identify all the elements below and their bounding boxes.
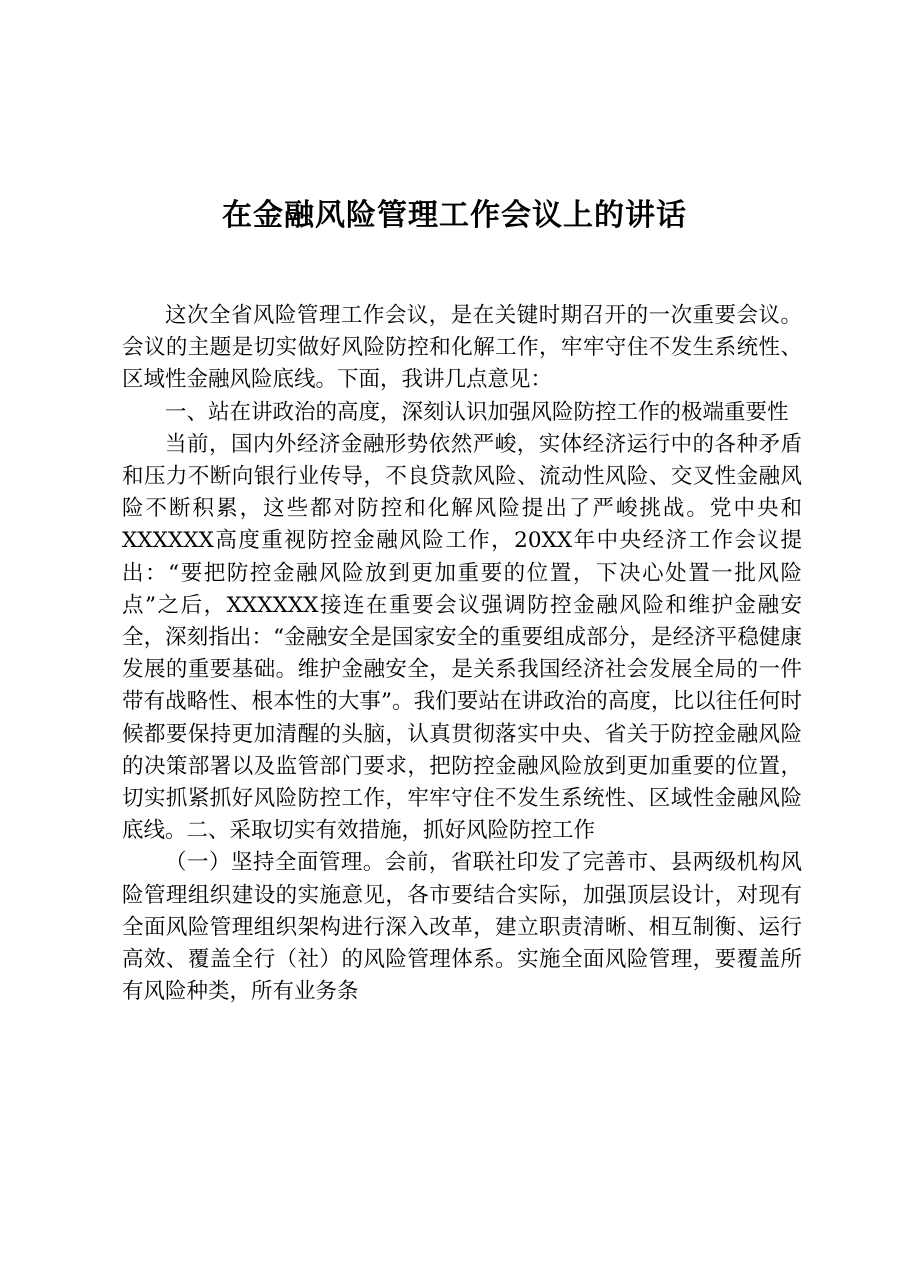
document-body	[122, 300, 802, 1008]
document-title: 在金融风险管理工作会议上的讲话	[222, 198, 687, 233]
paragraph-current-situation: 当前，国内外经济金融形势依然严峻，实体经济运行中的各种矛盾和压力不断向银行业传导，不良贷款风险、流动性风险、交叉性金融风险不断积累，这些都对防控和化解风险提出了严峻挑战。党中央和XXXXXX高度重视防控金融风险工作，20XX年中央经济工作会议提出：“要把防控金融风险放到更加重要的位置，下决心处置一批风险点”之后，XXXXXX接连在重要会议强调防控金融风险和维护金融安全，深刻指出：“金融安全是国家安全的重要组成部分，是经济平稳健康发展的重要基础。维护金融安全，是关系我国经济社会发展全局的一件带有战略性、根本性的大事”。我们要站在讲政治的高度，比以往任何时候都要保持更加清醒的头脑，认真贯彻落实中央、省关于防控金融风险的决策部署以及监管部门要求，把防控金融风险放到更加重要的位置，切实抓紧抓好风险防控工作，牢牢守住不发生系统性、区域性金融风险底线。二、采取切实有效措施，抓好风险防控工作	[122, 431, 802, 844]
section-heading-one: 一、站在讲政治的高度，深刻认识加强风险防控工作的极端重要性	[165, 399, 789, 425]
paragraph-comprehensive-management: （一）坚持全面管理。会前，省联社印发了完善市、县两级机构风险管理组织建设的实施意见，各市要结合实际，加强顶层设计，对现有全面风险管理组织架构进行深入改革，建立职责清晰、相互制衡、运行高效、覆盖全行（社）的风险管理体系。实施全面风险管理，要覆盖所有风险种类，所有业务条	[122, 850, 802, 1005]
paragraph-intro: 这次全省风险管理工作会议，是在关键时期召开的一次重要会议。会议的主题是切实做好风险防控和化解工作，牢牢守住不发生系统性、区域性金融风险底线。下面，我讲几点意见：	[122, 303, 802, 393]
